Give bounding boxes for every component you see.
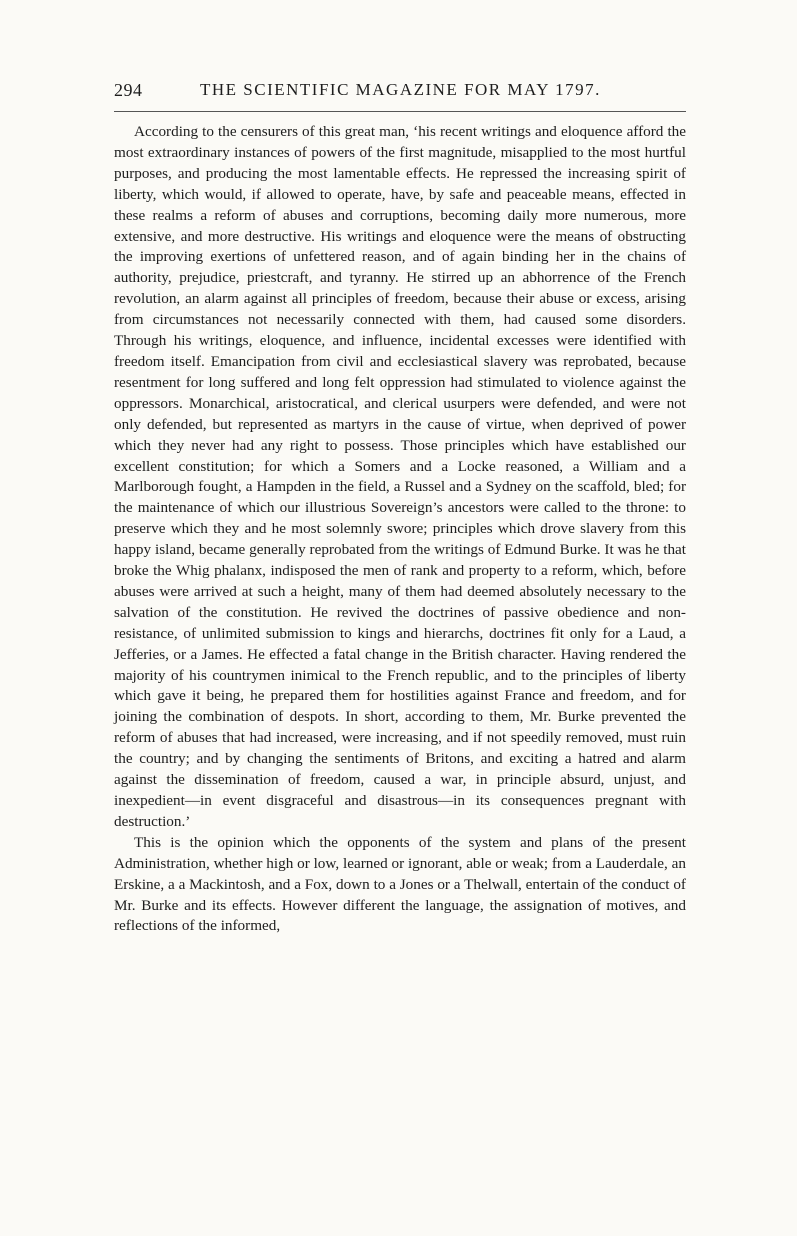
running-title: THE SCIENTIFIC MAGAZINE FOR MAY 1797. — [200, 80, 601, 99]
page-number: 294 — [114, 80, 143, 100]
page-header — [0, 80, 797, 110]
paragraph-2: This is the opinion which the opponents of the system and plans of the present Administration, whether high or low, learned or ignorant, able or weak; from a Lauderdale, an Erskine, a a Mackintosh, and a Fox, down to a Jones or a Thelwall, entertain of the conduct of Mr. Burke and its effects. However different the language, the assignation of motives, and reflections of the informed, — [114, 833, 686, 935]
article-body — [114, 122, 686, 937]
paragraph-1: According to the censurers of this great man, ‘his recent writings and eloquence afford the most extraordinary instances of powers of the first magnitude, misapplied to the most hurtful purposes, and producing the most lamentable effects. He repressed the increasing spirit of liberty, which would, if allowed to operate, have, by safe and peaceable means, effected in these realms a reform of abuses and corruptions, becoming daily more numerous, more extensive, and more destructive. His writings and eloquence were the means of obstructing the improving exertions of unfettered reason, and of again binding her in the chains of authority, prejudice, priestcraft, and tyranny. He stirred up an abhorrence of the French revolution, an alarm against all principles of freedom, because their abuse or excess, arising from circumstances not necessarily connected with them, had caused some disorders. Through his writings, eloquence, and influence, incidental excesses were identified with freedom itself. Emancipation from civil and ecclesiastical slavery was reprobated, because resentment for long suffered and long felt oppression had stimulated to violence against the oppressors. Monarchical, aristocratical, and clerical usurpers were defended, and were not only defended, but represented as martyrs in the cause of virtue, when deprived of power which they never had any right to possess. Those principles which have established our excellent constitution; for which a Somers and a Locke reasoned, a William and a Marlborough fought, a Hampden in the field, a Russel and a Sydney on the scaffold, bled; for the maintenance of which our illustrious Sovereign’s ancestors were called to the throne: to preserve which they and he most solemnly swore; principles which drove slavery from this happy island, became generally reprobated from the writings of Edmund Burke. It was he that broke the Whig phalanx, indisposed the men of rank and property to a reform, which, before abuses were arrived at such a height, many of them had deemed absolutely necessary to the salvation of the constitution. He revived the doctrines of passive obedience and non-resistance, of unlimited submission to kings and hierarchs, doctrines fit only for a Laud, a Jefferies, or a James. He effected a fatal change in the British character. Having rendered the majority of his countrymen inimical to the French republic, and to the principles of liberty which gave it being, he prepared them for hostilities against France and freedom, and for joining the combination of despots. In short, according to them, Mr. Burke prevented the reform of abuses that had increased, were increasing, and if not speedily removed, must ruin the country; and by changing the sentiments of Britons, and exciting a hatred and alarm against the dissemination of freedom, caused a war, in principle absurd, unjust, and inexpedient—in event disgraceful and disastrous—in its consequences pregnant with destruction.’ — [114, 123, 686, 830]
header-rule — [114, 111, 686, 112]
